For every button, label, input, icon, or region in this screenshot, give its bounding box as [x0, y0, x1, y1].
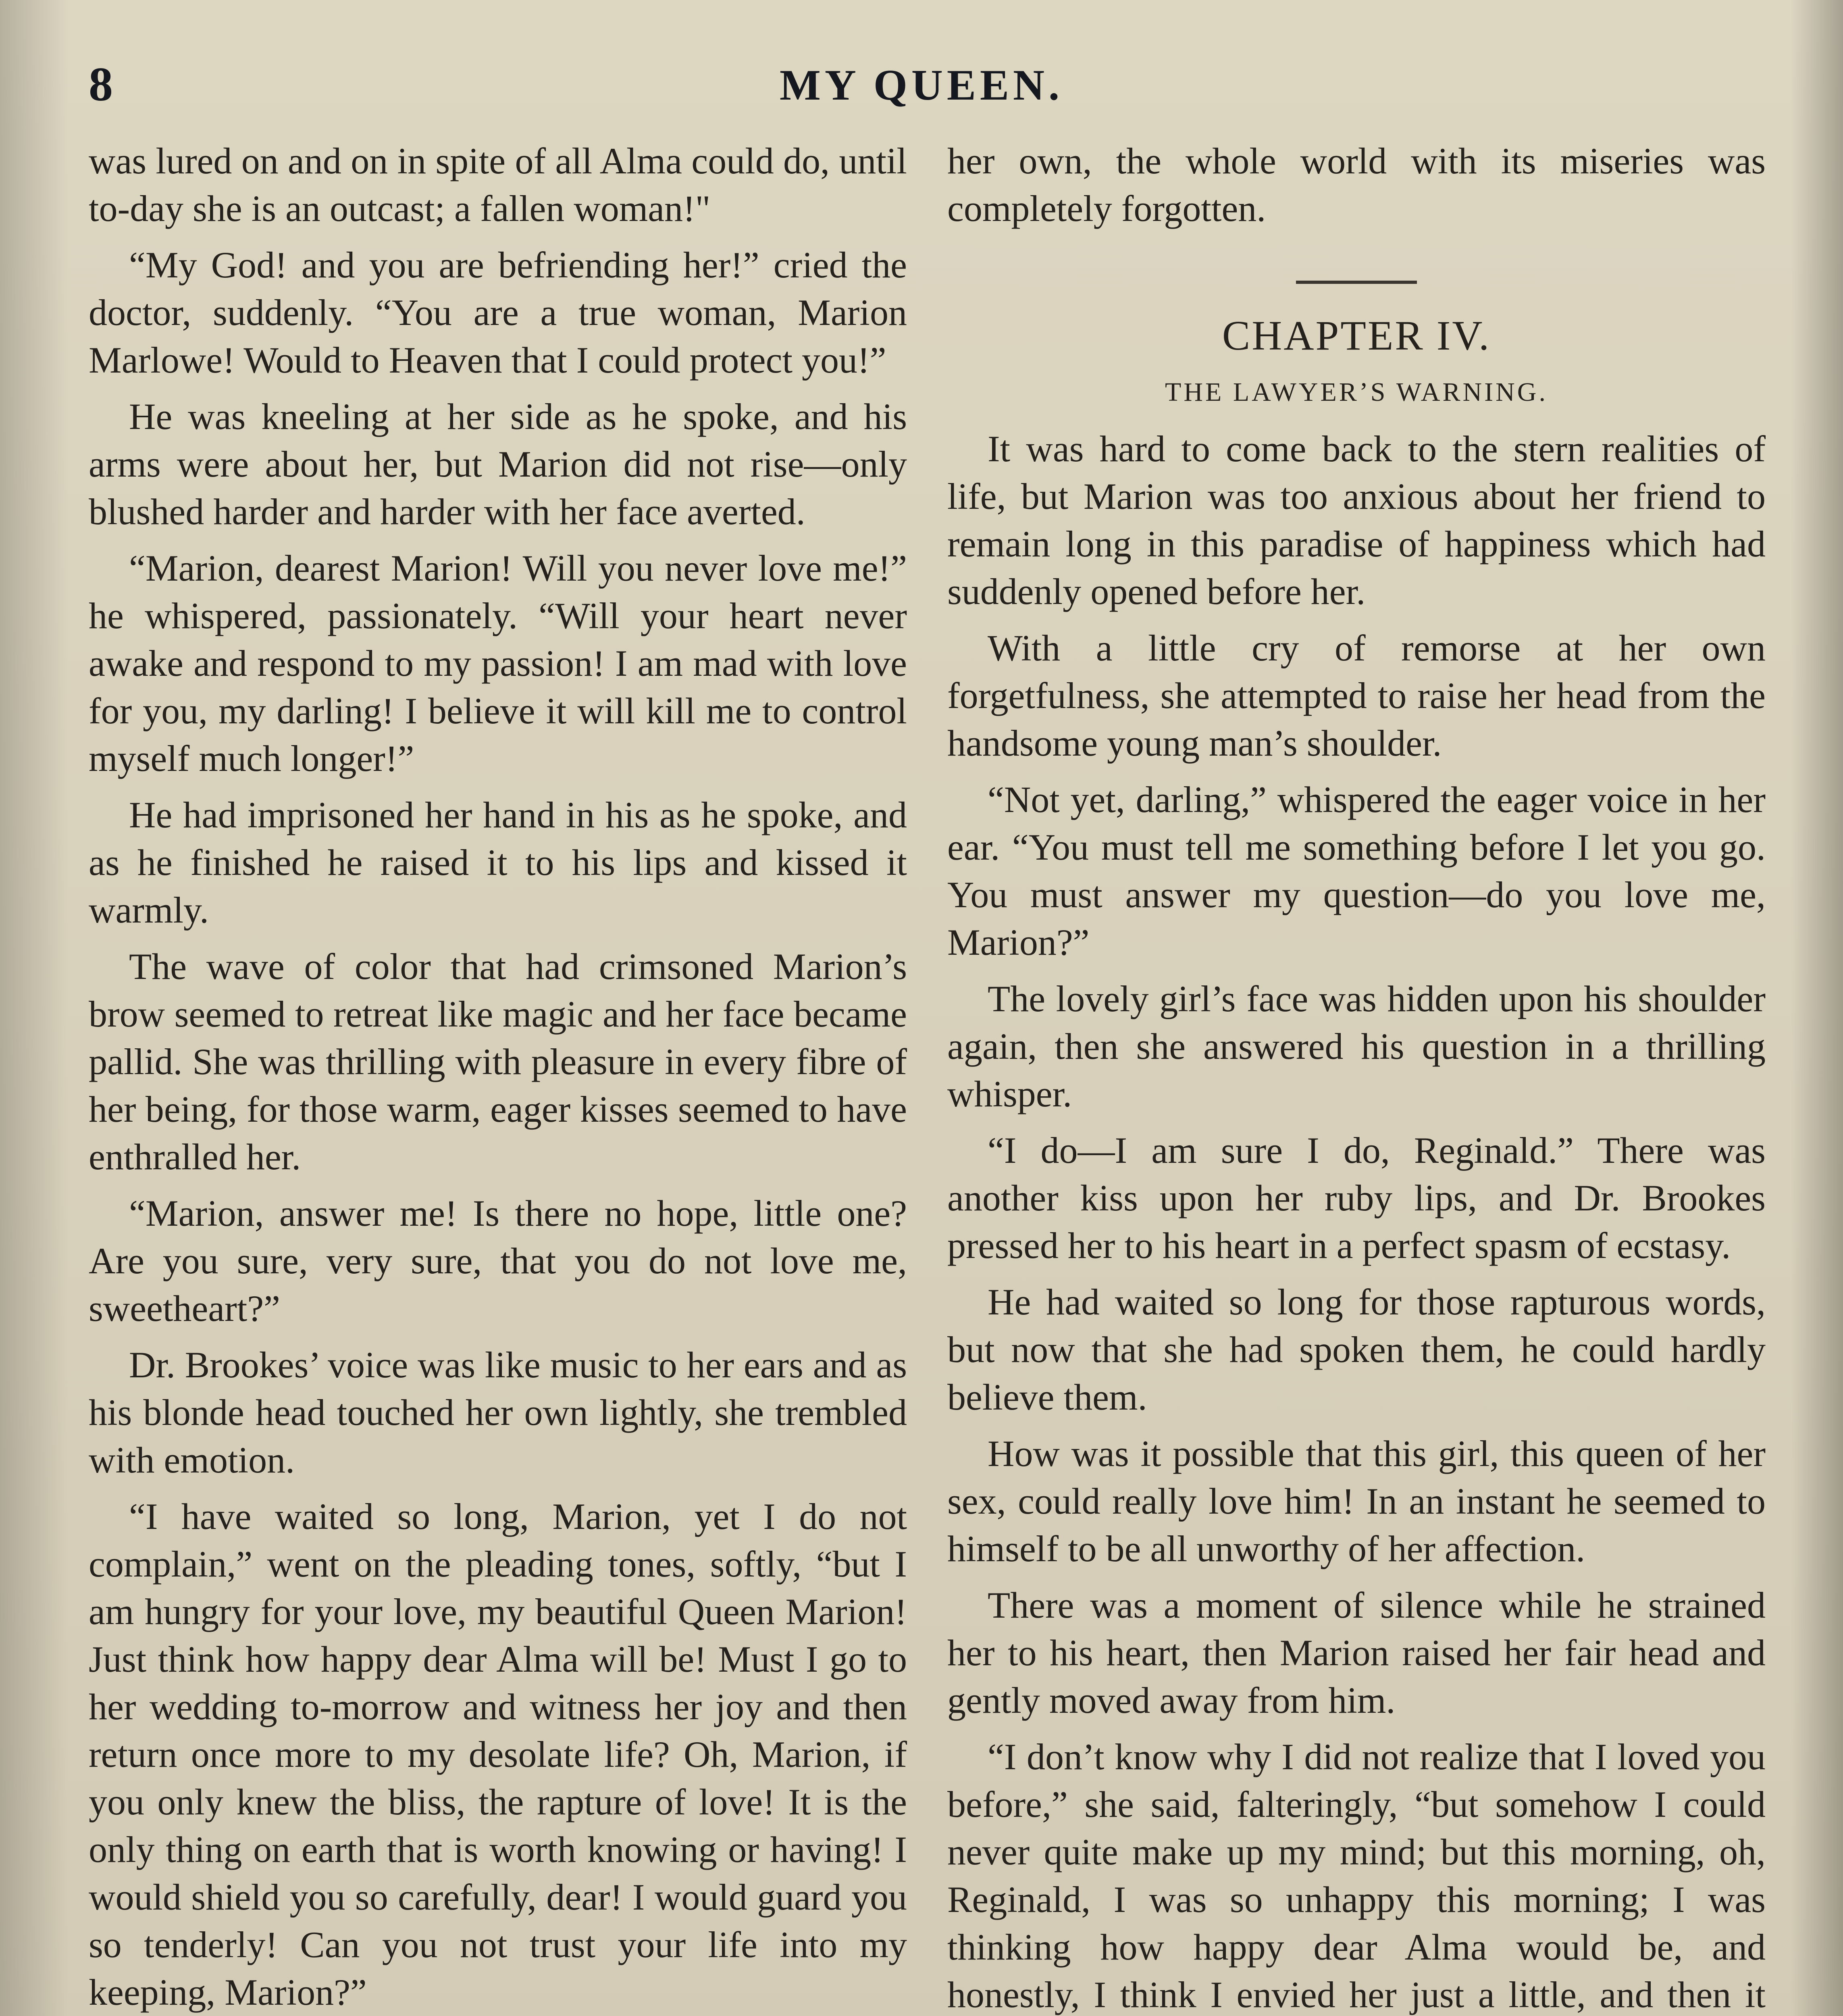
page-edge-shadow: [1791, 0, 1843, 2016]
paragraph: He was kneeling at her side as he spoke, and his arms were about her, but Marion did not rise—only blushed harder and harder with her face averted.: [89, 396, 907, 532]
left-column: [89, 137, 907, 2016]
paragraph: “Marion, answer me! Is there no hope, little one? Are you sure, very sure, that you do not love me, sweetheart?”: [89, 1193, 907, 1329]
paragraph: The wave of color that had crimsoned Marion’s brow seemed to retreat like magic and her face became pallid. She was thrilling with pleasure in every fibre of her being, for those warm, eager kisses seemed to have enthralled her.: [89, 946, 907, 1177]
paragraph: The lovely girl’s face was hidden upon his shoulder again, then she answered his question in a thrilling whisper.: [947, 978, 1766, 1114]
paragraph: With a little cry of remorse at her own forgetfulness, she attempted to raise her head from the handsome young man’s shoulder.: [947, 627, 1766, 764]
paragraph: It was hard to come back to the stern realities of life, but Marion was too anxious about her friend to remain long in this paradise of happiness which had suddenly opened before her.: [947, 428, 1766, 612]
paragraph: “My God! and you are befriending her!” cried the doctor, suddenly. “You are a true woman, Marion Marlowe! Would to Heaven that I could protect you!”: [89, 244, 907, 381]
paragraph: Dr. Brookes’ voice was like music to her ears and as his blonde head touched her own lightly, she trembled with emotion.: [89, 1344, 907, 1481]
chapter-title: CHAPTER IV.: [1222, 312, 1491, 359]
paragraph: “I have waited so long, Marion, yet I do not complain,” went on the pleading tones, softly, “but I am hungry for your love, my beautiful Queen Marion! Just think how happy dear Alma will be! Must I go to her wedding to-morrow and witness her joy and then return once more to my desolate life? Oh, Marion, if you only knew the bliss, the rapture of love! It is the only thing on earth that is worth knowing or having! I would shield you so carefully, dear! I would guard you so tenderly! Can you not trust your life into my keeping, Marion?”: [89, 1496, 907, 2013]
right-column: [947, 137, 1766, 2016]
paragraph: was lured on and on in spite of all Alma could do, until to-day she is an outcast; a fallen woman!": [89, 140, 907, 229]
paragraph: He had waited so long for those rapturous words, but now that she had spoken them, he could hardly believe them.: [947, 1281, 1766, 1418]
paragraph: There was a moment of silence while he strained her to his heart, then Marion raised her fair head and gently moved away from him.: [947, 1585, 1766, 1721]
chapter-subtitle: THE LAWYER’S WARNING.: [1165, 377, 1548, 407]
paragraph: He had imprisoned her hand in his as he spoke, and as he finished he raised it to his lips and kissed it warmly.: [89, 794, 907, 931]
running-title: MY QUEEN.: [780, 61, 1063, 109]
paragraph-continuation: her own, the whole world with its miseries was completely forgotten.: [947, 140, 1766, 229]
section-divider: [1296, 281, 1417, 284]
paragraph: “I don’t know why I did not realize that I loved you before,” she said, falteringly, “but somehow I could never quite make up my mind; but this morning, oh, Reginald, I was so unhappy this morning; I was thinking how happy dear Alma would be, and honestly, I think I envied her just a little, and then it: [947, 1736, 1766, 2015]
binding-shadow: [0, 0, 69, 2016]
paragraph: How was it possible that this girl, this queen of her sex, could really love him! In an instant he seemed to himself to be all unworthy of her affection.: [947, 1433, 1766, 1569]
page-number: 8: [89, 57, 113, 111]
page-header: [89, 48, 1754, 121]
paragraph: “Marion, dearest Marion! Will you never love me!” he whispered, passionately. “Will your heart never awake and respond to my passion! I am mad with love for you, my darling! I believe it will kill me to control myself much longer!”: [89, 548, 907, 779]
paragraph: “I do—I am sure I do, Reginald.” There was another kiss upon her ruby lips, and Dr. Brookes pressed her to his heart in a perfect spasm of ecstasy.: [947, 1130, 1766, 1266]
paragraph: “Not yet, darling,” whispered the eager voice in her ear. “You must tell me something before I let you go. You must answer my question—do you love me, Marion?”: [947, 779, 1766, 963]
